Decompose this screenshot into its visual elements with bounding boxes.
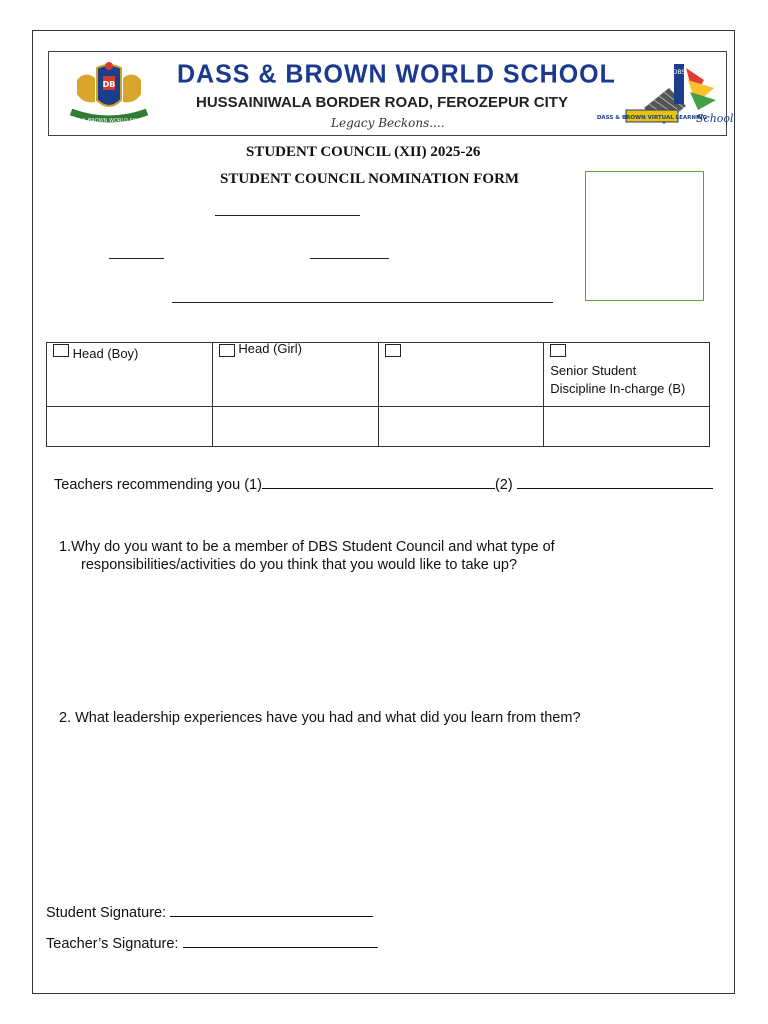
photo-box <box>585 171 704 301</box>
teacher-signature-row <box>46 935 378 952</box>
teacher-1-field[interactable] <box>262 476 495 489</box>
entry-cell-1[interactable] <box>47 407 213 447</box>
question-1-line-2: responsibilities/activities do you think that you would like to take up? <box>81 557 518 573</box>
checkbox-position-3[interactable] <box>385 344 401 357</box>
teacher-signature-label: Teacher’s Signature: <box>46 936 179 952</box>
council-title: STUDENT COUNCIL (XII) 2025-26 <box>246 144 481 160</box>
position-label-discipline-1: Senior Student <box>550 363 637 378</box>
logo-right-text: DASS & BROWN VIRTUAL LEARNING <box>596 115 708 121</box>
position-label-head-boy: Head (Boy) <box>72 346 139 361</box>
teacher-signature-field[interactable] <box>183 935 378 948</box>
position-label-discipline-2: Discipline In-charge (B) <box>550 381 686 396</box>
entry-cell-3[interactable] <box>378 407 544 447</box>
entry-line-3[interactable] <box>310 258 389 259</box>
teacher-2-field[interactable] <box>517 476 713 489</box>
virtual-learning-logo <box>596 58 734 130</box>
question-1-line-1: 1.Why do you want to be a member of DBS Student Council and what type of <box>59 539 555 555</box>
school-motto: Legacy Beckons.... <box>331 116 445 130</box>
logo-right-side-text: DBS <box>672 69 686 76</box>
position-label-head-girl: Head (Girl) <box>238 341 302 356</box>
logo-right-script: School <box>696 112 734 125</box>
positions-table <box>46 342 710 447</box>
entry-line-4[interactable] <box>172 302 553 303</box>
checkbox-discipline-incharge[interactable] <box>550 344 566 357</box>
student-signature-label: Student Signature: <box>46 905 167 921</box>
student-signature-row <box>46 904 373 921</box>
position-cell-3 <box>378 343 544 407</box>
checkbox-head-boy[interactable] <box>53 344 69 357</box>
logo-left-text: DASS & BROWN WORLD SCHOOL <box>67 118 151 124</box>
teachers-label: Teachers recommending you (1) <box>54 477 262 493</box>
question-2: 2. What leadership experiences have you had and what did you learn from them? <box>59 710 581 726</box>
position-cell-head-boy <box>47 343 213 407</box>
school-name: DASS & BROWN WORLD SCHOOL <box>177 59 616 89</box>
entry-cell-2[interactable] <box>212 407 378 447</box>
school-address: HUSSAINIWALA BORDER ROAD, FEROZEPUR CITY <box>196 94 568 111</box>
student-signature-field[interactable] <box>170 904 373 917</box>
entry-line-1[interactable] <box>215 215 360 216</box>
teachers-row <box>54 476 713 493</box>
form-title: STUDENT COUNCIL NOMINATION FORM <box>220 171 520 187</box>
position-cell-discipline <box>544 343 710 407</box>
entry-line-2[interactable] <box>109 258 164 259</box>
school-header <box>48 51 734 136</box>
school-crest-logo <box>59 60 159 130</box>
position-cell-head-girl <box>212 343 378 407</box>
svg-text:DB: DB <box>102 80 116 89</box>
checkbox-head-girl[interactable] <box>219 344 235 357</box>
teachers-second-label: (2) <box>494 477 513 493</box>
entry-cell-4[interactable] <box>544 407 710 447</box>
